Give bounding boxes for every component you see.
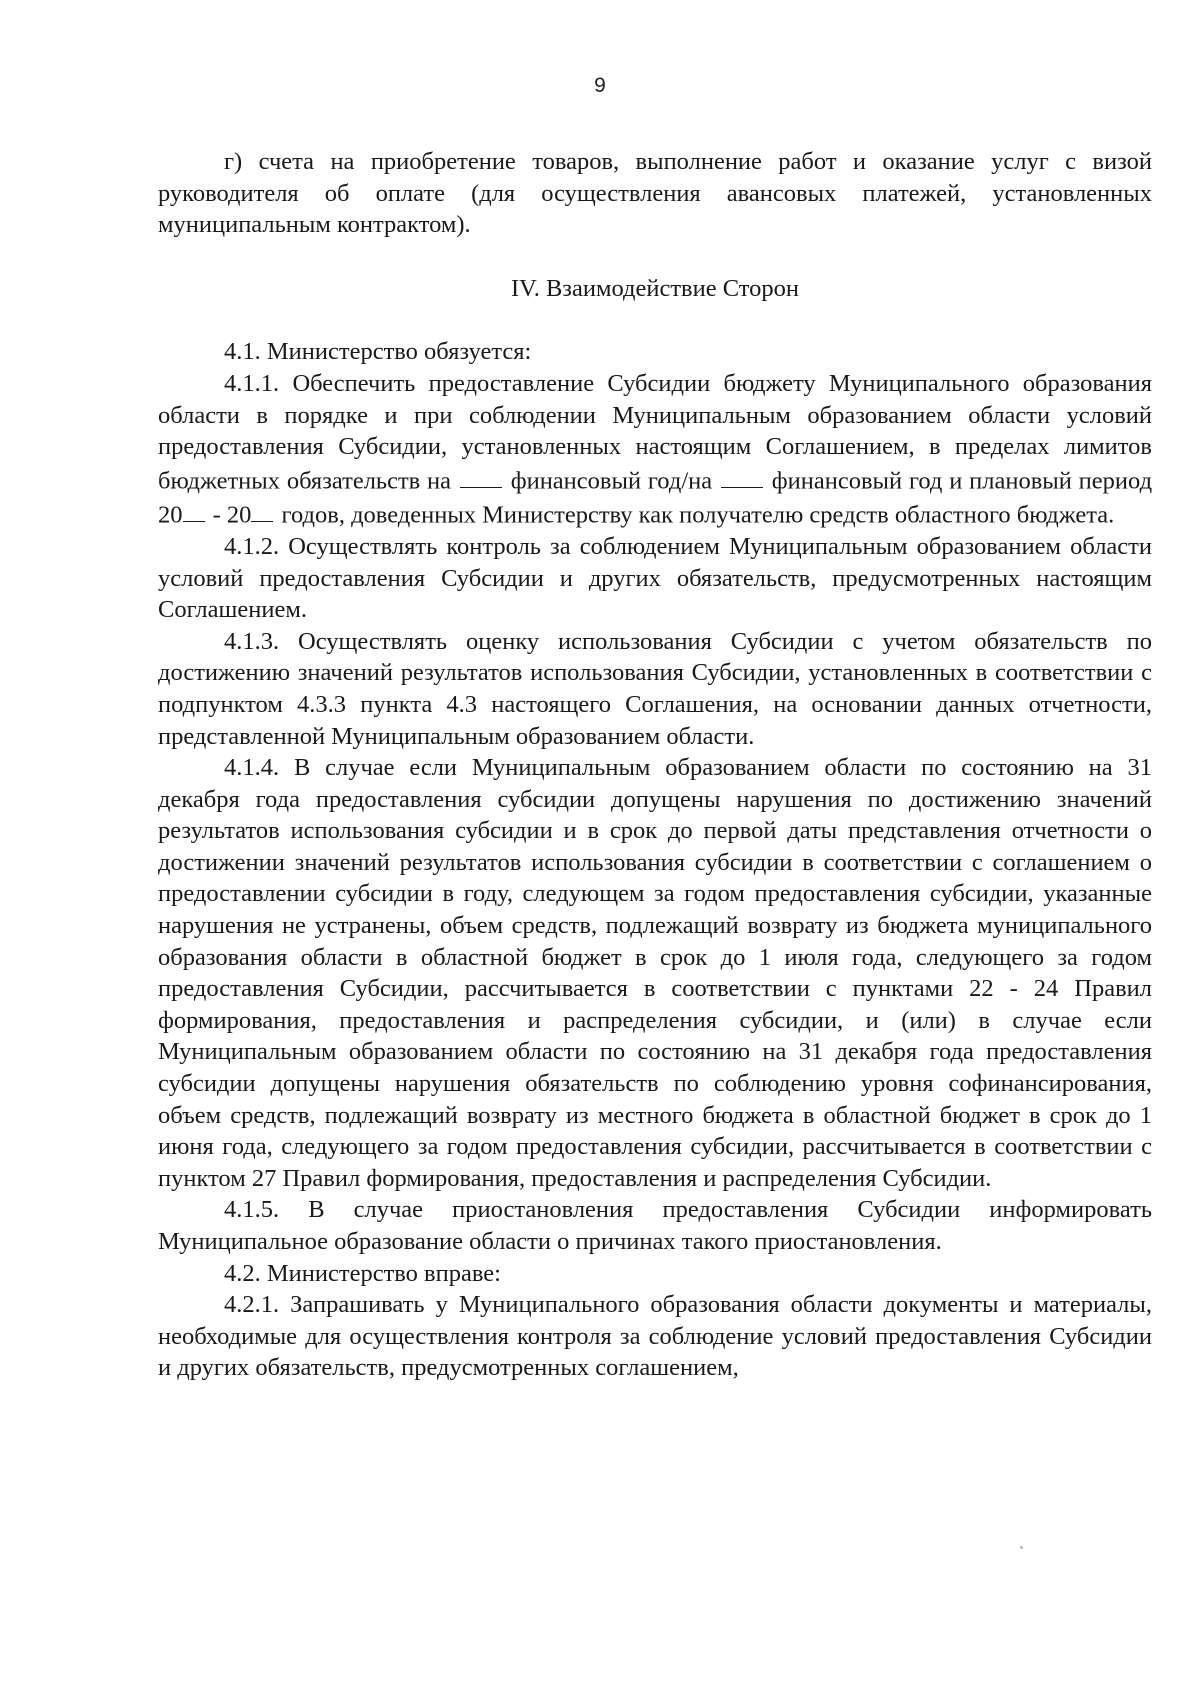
document-body	[158, 146, 1152, 1384]
paragraph-4-1-2: 4.1.2. Осуществлять контроль за соблюдением Муниципальным образованием области условий предоставления Субсидии и других обязательств, предусмотренных настоящим Соглашением.	[158, 532, 1152, 624]
paragraph-4-2: 4.2. Министерство вправе:	[224, 1259, 501, 1287]
blank-line	[183, 497, 205, 523]
paragraph-4-2-1: 4.2.1. Запрашивать у Муниципального образования области документы и материалы, необходимые для осуществления контроля за соблюдение условий предоставления Субсидии и других обязательств, предусмотренных соглашением,	[158, 1291, 1152, 1382]
paragraph-4-1-3: 4.1.3. Осуществлять оценку использования Субсидии с учетом обязательств по достижению значений результатов использования Субсидии, установленных в соответствии с подпунктом 4.3.3 пункта 4.3 настоящего Соглашения, на основании данных отчетности, представленной Муниципальным образованием области.	[158, 627, 1152, 750]
paragraph-g-invoices: г) счета на приобретение товаров, выполнение работ и оказание услуг с визой руководителя об оплате (для осуществления авансовых платежей, установленных муниципальным контрактом).	[158, 148, 1152, 239]
paragraph-4-1-1-text-b: финансовый год/на	[510, 467, 713, 495]
paragraph-4-1-5: 4.1.5. В случае приостановления предоставления Субсидии информировать Муниципальное образование области о причинах такого приостановления.	[158, 1196, 1152, 1255]
paragraph-4-1-1-text-d: - 20	[212, 501, 252, 529]
blank-line	[460, 463, 502, 489]
paragraph-4-1-1-text-e: годов, доведенных Министерству как получателю средств областного бюджета.	[281, 501, 1115, 529]
scan-speck	[1020, 1546, 1023, 1549]
paragraph-4-1-1-text-a: 4.1.1. Обеспечить предоставление Субсидии бюджету Муниципального образования области в порядке и при соблюдении Муниципальным образованием области условий предоставления Субсидии, установленных настоящим Соглашением, в пределах лимитов бюджетных обязательств на	[158, 369, 1152, 495]
paragraph-4-1-4: 4.1.4. В случае если Муниципальным образованием области по состоянию на 31 декабря года предоставления субсидии допущены нарушения по достижению значений результатов использования субсидии и в срок до первой даты представления отчетности о достижении значений результатов использования субсидии в соответствии с соглашением о предоставлении субсидии в году, следующем за годом предоставления субсидии, указанные нарушения не устранены, объем средств, подлежащий возврату из бюджета муниципального образования области в областной бюджет в срок до 1 июля года, следующего за годом предоставления Субсидии, рассчитывается в соответствии с пунктами 22 - 24 Правил формирования, предоставления и распределения субсидии, и (или) в случае если Муниципальным образованием области по состоянию на 31 декабря года предоставления субсидии допущены нарушения обязательств по соблюдению уровня софинансирования, объем средств, подлежащий возврату из местного бюджета в областной бюджет в срок до 1 июня года, следующего за годом предоставления субсидии, рассчитывается в соответствии с пунктом 27 Правил формирования, предоставления и распределения Субсидии.	[158, 754, 1152, 1192]
paragraph-4-1: 4.1. Министерство обязуется:	[224, 338, 532, 366]
paragraph-4-1-1-text-c: финансовый год и плановый период 20	[158, 467, 1153, 529]
section-heading: IV. Взаимодействие Сторон	[511, 274, 799, 302]
blank-line	[721, 463, 763, 489]
page-number: 9	[594, 74, 606, 97]
blank-line	[251, 497, 273, 523]
paragraph-4-1-1	[158, 368, 1152, 531]
